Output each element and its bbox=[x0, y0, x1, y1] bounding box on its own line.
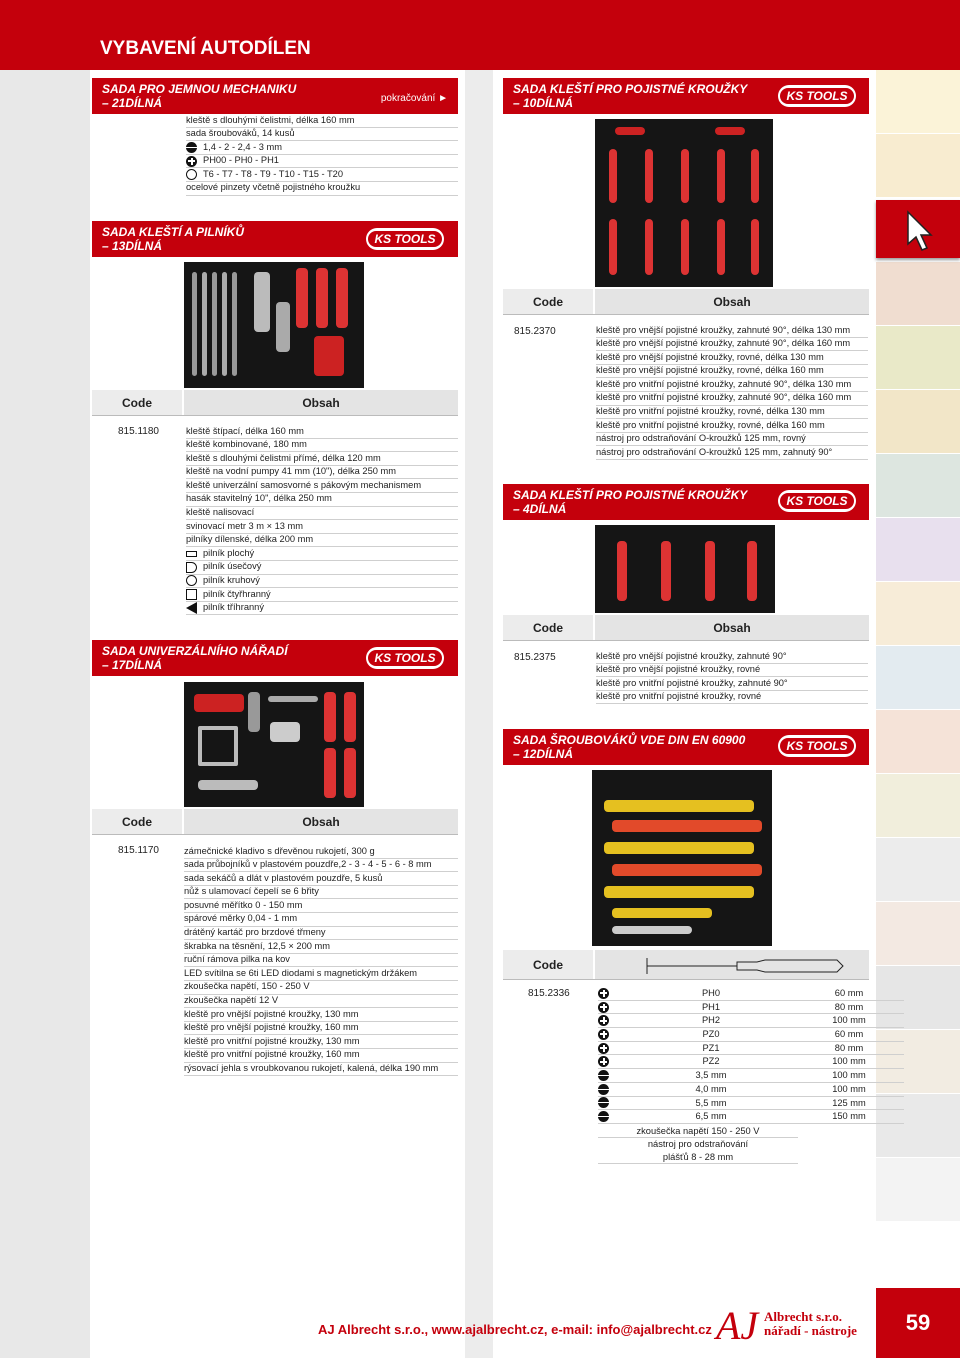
ks-tools-logo: KS TOOLS bbox=[778, 85, 856, 107]
ph-icon bbox=[598, 988, 609, 999]
product-code-12: 815.2336 bbox=[528, 988, 570, 999]
list-item-text: sada šroubováků, 14 kusů bbox=[186, 128, 295, 139]
company-name: Albrecht s.r.o. nářadí - nástroje bbox=[764, 1309, 857, 1338]
list-item bbox=[184, 899, 458, 913]
list-item-text: kleště s dlouhými čelistmi, délka 160 mm bbox=[186, 114, 355, 125]
circ-icon bbox=[186, 575, 197, 586]
section-title: SADA KLEŠTÍ PRO POJISTNÉ KROUŽKY bbox=[513, 82, 748, 96]
size-cell: 5,5 mm bbox=[695, 1097, 727, 1108]
list-item-text: pilník kruhový bbox=[203, 575, 260, 586]
section-title: SADA KLEŠTÍ A PILNÍKŮ bbox=[102, 225, 245, 239]
list-item-text: kleště pro vnitřní pojistné kroužky, zahnuté 90°, délka 130 mm bbox=[596, 378, 852, 389]
s21-contents bbox=[186, 114, 458, 196]
list-item-text: ruční rámova pilka na kov bbox=[184, 954, 290, 965]
list-item-text: spárové měrky 0,04 - 1 mm bbox=[184, 913, 298, 924]
list-item bbox=[596, 338, 868, 352]
length-cell: 100 mm bbox=[832, 1083, 866, 1094]
length-cell: 80 mm bbox=[834, 1001, 864, 1012]
ks-tools-logo: KS TOOLS bbox=[366, 228, 444, 250]
flat-icon bbox=[598, 1097, 609, 1108]
screwdriver-dimension-icon bbox=[617, 952, 847, 978]
stripper-item-line2: plášťů 8 - 28 mm bbox=[598, 1151, 798, 1164]
list-item-text: ocelové pinzety včetně pojistného kroužku bbox=[186, 182, 361, 193]
list-item bbox=[186, 452, 458, 466]
list-item bbox=[186, 466, 458, 480]
length-cell: 80 mm bbox=[834, 1042, 864, 1053]
list-item bbox=[596, 691, 868, 705]
list-item-text: nástroj pro odstraňování O-kroužků 125 mm, zahnutý 90° bbox=[596, 446, 833, 457]
list-item bbox=[596, 650, 868, 664]
footer-contact: AJ Albrecht s.r.o., www.ajalbrecht.cz, e-mail: info@ajalbrecht.cz bbox=[318, 1322, 712, 1337]
table-row bbox=[598, 1083, 904, 1097]
section-title: SADA UNIVERZÁLNÍHO NÁŘADÍ bbox=[102, 644, 288, 658]
list-item-text: zámečnické kladivo s dřevěnou rukojetí, 300 g bbox=[184, 845, 375, 856]
left-margin-strip bbox=[0, 70, 90, 1358]
list-item bbox=[596, 351, 868, 365]
list-item bbox=[184, 981, 458, 995]
flat-icon bbox=[598, 1070, 609, 1081]
table-row bbox=[598, 1014, 904, 1028]
list-item bbox=[596, 433, 868, 447]
list-item-text: sada sekáčů a dlát v plastovém pouzdře, 5 kusů bbox=[184, 872, 383, 883]
list-item bbox=[186, 182, 458, 196]
length-cell: 100 mm bbox=[832, 1015, 866, 1026]
size-cell: PH0 bbox=[701, 988, 721, 998]
list-item-text: kleště pro vnitřní pojistné kroužky, rovné bbox=[596, 691, 762, 702]
list-item-text: kleště pro vnitřní pojistné kroužky, 160 mm bbox=[184, 1049, 360, 1060]
ph-icon bbox=[598, 1043, 609, 1054]
s10-contents bbox=[596, 324, 868, 460]
table-header-13: Code Obsah bbox=[92, 390, 458, 416]
length-cell: 150 mm bbox=[832, 1111, 866, 1122]
ks-tools-logo: KS TOOLS bbox=[778, 735, 856, 757]
list-item-text: kleště pro vnitřní pojistné kroužky, rovné, délka 130 mm bbox=[596, 406, 825, 417]
list-item bbox=[184, 1063, 458, 1077]
list-item-text: kleště pro vnější pojistné kroužky, rovné, délka 130 mm bbox=[596, 351, 824, 362]
center-gutter-strip bbox=[465, 70, 493, 1358]
list-item bbox=[596, 446, 868, 460]
ph-icon bbox=[598, 1029, 609, 1040]
table-header-12: Code bbox=[503, 950, 869, 980]
table-row bbox=[598, 1042, 904, 1056]
voltage-tester-item: zkoušečka napětí 150 - 250 V bbox=[598, 1124, 798, 1138]
list-item-text: kleště štípací, délka 160 mm bbox=[186, 425, 304, 436]
s4-contents bbox=[596, 650, 868, 704]
ph-icon bbox=[598, 1056, 609, 1067]
active-tab[interactable] bbox=[876, 200, 960, 258]
size-cell: 6,5 mm bbox=[695, 1111, 727, 1122]
list-item-text: rýsovací jehla s vroubkovanou rukojetí, kalená, délka 190 mm bbox=[184, 1063, 439, 1073]
table-header-4: Code Obsah bbox=[503, 615, 869, 641]
list-item bbox=[186, 168, 458, 182]
product-code-4: 815.2375 bbox=[514, 652, 556, 663]
table-row bbox=[598, 1055, 904, 1069]
ph-icon bbox=[598, 1015, 609, 1026]
flat-icon bbox=[598, 1111, 609, 1122]
list-item-text: kleště pro vnější pojistné kroužky, 160 mm bbox=[184, 1022, 359, 1033]
half-icon bbox=[186, 562, 197, 573]
list-item bbox=[186, 520, 458, 534]
list-item bbox=[184, 1049, 458, 1063]
page-header bbox=[0, 0, 960, 70]
s12-table bbox=[598, 987, 904, 1124]
table-row bbox=[598, 1001, 904, 1015]
list-item bbox=[184, 872, 458, 886]
list-item-text: zkoušečka napětí, 150 - 250 V bbox=[184, 981, 310, 992]
size-cell: PH2 bbox=[701, 1015, 721, 1026]
list-item bbox=[184, 1022, 458, 1036]
list-item bbox=[596, 677, 868, 691]
section-subtitle: – 13DÍLNÁ bbox=[102, 239, 163, 253]
s17-contents bbox=[184, 845, 458, 1076]
list-item-text: kleště pro vnitřní pojistné kroužky, 130 mm bbox=[184, 1035, 360, 1046]
ks-tools-logo: KS TOOLS bbox=[366, 647, 444, 669]
list-item-text: T6 - T7 - T8 - T9 - T10 - T15 - T20 bbox=[203, 168, 344, 179]
list-item bbox=[184, 859, 458, 873]
list-item bbox=[186, 128, 458, 142]
list-item bbox=[186, 155, 458, 169]
section-subtitle: – 10DÍLNÁ bbox=[513, 96, 574, 110]
product-photo-12 bbox=[592, 770, 772, 946]
section-header-21 bbox=[92, 78, 458, 114]
list-item-text: kleště pro vnější pojistné kroužky, zahnuté 90°, délka 160 mm bbox=[596, 338, 851, 349]
list-item-text: kleště univerzální samosvorné s pákovým mechanismem bbox=[186, 479, 422, 490]
section-subtitle: – 12DÍLNÁ bbox=[513, 747, 574, 761]
list-item bbox=[184, 1035, 458, 1049]
list-item-text: sada průbojníků v plastovém pouzdře,2 - 3 - 4 - 5 - 6 - 8 mm bbox=[184, 859, 432, 870]
list-item bbox=[596, 406, 868, 420]
list-item bbox=[596, 419, 868, 433]
list-item bbox=[184, 967, 458, 981]
product-photo-4 bbox=[595, 525, 775, 613]
section-title: SADA KLEŠTÍ PRO POJISTNÉ KROUŽKY bbox=[513, 488, 748, 502]
ph-icon bbox=[598, 1002, 609, 1013]
flat-icon bbox=[598, 1084, 609, 1095]
list-item bbox=[184, 940, 458, 954]
list-item bbox=[184, 954, 458, 968]
list-item-text: kleště nalisovací bbox=[186, 507, 255, 518]
list-item bbox=[184, 913, 458, 927]
s12-extras bbox=[598, 1124, 798, 1164]
product-photo-13 bbox=[184, 262, 364, 388]
table-row bbox=[598, 1097, 904, 1111]
table-header-10: Code Obsah bbox=[503, 289, 869, 315]
list-item bbox=[596, 378, 868, 392]
list-item-text: škrabka na těsnění, 12,5 × 200 mm bbox=[184, 940, 330, 951]
length-cell: 60 mm bbox=[834, 988, 864, 998]
list-item bbox=[596, 392, 868, 406]
section-title: SADA PRO JEMNOU MECHANIKU bbox=[102, 82, 297, 96]
list-item bbox=[184, 927, 458, 941]
list-item-text: kleště pro vnitřní pojistné kroužky, zahnuté 90°, délka 160 mm bbox=[596, 392, 852, 403]
product-code-10: 815.2370 bbox=[514, 326, 556, 337]
rect-icon bbox=[186, 551, 197, 557]
list-item bbox=[186, 575, 458, 589]
list-item-text: kleště s dlouhými čelistmi přímé, délka 120 mm bbox=[186, 452, 381, 463]
stripper-item-line1: nástroj pro odstraňování bbox=[647, 1139, 749, 1149]
size-cell: PZ0 bbox=[702, 1029, 720, 1040]
list-item bbox=[186, 547, 458, 561]
list-item bbox=[186, 425, 458, 439]
list-item-text: nástroj pro odstraňování O-kroužků 125 mm, rovný bbox=[596, 433, 806, 444]
section-subtitle: – 17DÍLNÁ bbox=[102, 658, 163, 672]
product-code-13: 815.1180 bbox=[118, 426, 159, 437]
table-row bbox=[598, 1069, 904, 1083]
list-item-text: drátěný kartáč pro brzdové třmeny bbox=[184, 927, 326, 938]
page-number: 59 bbox=[876, 1288, 960, 1358]
size-cell: PZ2 bbox=[702, 1056, 720, 1067]
list-item-text: hasák stavitelný 10", délka 250 mm bbox=[186, 493, 332, 504]
table-header-17: Code Obsah bbox=[92, 809, 458, 835]
list-item-text: kleště pro vnější pojistné kroužky, zahnuté 90°, délka 130 mm bbox=[596, 324, 851, 335]
list-item-text: kleště pro vnější pojistné kroužky, rovné, délka 160 mm bbox=[596, 365, 824, 376]
list-item-text: pilník čtyřhranný bbox=[203, 588, 271, 599]
list-item-text: pilníky dílenské, délka 200 mm bbox=[186, 534, 314, 545]
list-item-text: zkoušečka napětí 12 V bbox=[184, 995, 279, 1006]
page-title: VYBAVENÍ AUTODÍLEN bbox=[100, 38, 311, 59]
section-subtitle: – 21DÍLNÁ bbox=[102, 96, 163, 110]
page-footer bbox=[0, 1288, 960, 1358]
list-item bbox=[184, 995, 458, 1009]
table-row bbox=[598, 1110, 904, 1124]
company-logo-mark: AJ bbox=[716, 1303, 759, 1348]
list-item-text: pilník úsečový bbox=[203, 561, 262, 572]
product-photo-17 bbox=[184, 682, 364, 807]
list-item-text: kleště pro vnější pojistné kroužky, rovné bbox=[596, 664, 761, 675]
list-item bbox=[186, 114, 458, 128]
list-item bbox=[184, 1008, 458, 1022]
cursor-arrow-icon bbox=[876, 200, 960, 258]
length-cell: 100 mm bbox=[832, 1070, 866, 1081]
list-item-text: PH00 - PH0 - PH1 bbox=[203, 155, 279, 166]
list-item bbox=[186, 588, 458, 602]
ks-tools-logo: KS TOOLS bbox=[778, 490, 856, 512]
list-item bbox=[596, 324, 868, 338]
flat-icon bbox=[186, 142, 197, 153]
list-item bbox=[184, 845, 458, 859]
list-item-text: kleště pro vnější pojistné kroužky, 130 mm bbox=[184, 1008, 359, 1019]
list-item-text: nůž s ulamovací čepelí se 6 břity bbox=[184, 886, 319, 897]
list-item bbox=[186, 493, 458, 507]
list-item-text: kleště na vodní pumpy 41 mm (10"), délka 250 mm bbox=[186, 466, 396, 477]
tri-icon bbox=[186, 602, 197, 614]
section-subtitle: – 4DÍLNÁ bbox=[513, 502, 567, 516]
list-item-text: pilník plochý bbox=[203, 547, 255, 558]
tx-icon bbox=[186, 169, 197, 180]
list-item bbox=[186, 439, 458, 453]
list-item bbox=[186, 479, 458, 493]
list-item-text: svinovací metr 3 m × 13 mm bbox=[186, 520, 304, 531]
list-item bbox=[186, 534, 458, 548]
list-item bbox=[186, 602, 458, 616]
list-item-text: 1,4 - 2 - 2,4 - 3 mm bbox=[203, 141, 283, 152]
list-item bbox=[186, 507, 458, 521]
list-item bbox=[186, 561, 458, 575]
list-item-text: kleště kombinované, 180 mm bbox=[186, 439, 307, 450]
length-cell: 60 mm bbox=[834, 1029, 864, 1040]
size-cell: 3,5 mm bbox=[695, 1070, 727, 1081]
sq-icon bbox=[186, 589, 197, 600]
list-item-text: LED svítilna se 6ti LED diodami s magnetickým držákem bbox=[184, 967, 418, 978]
product-code-17: 815.1170 bbox=[118, 845, 159, 856]
section-title: SADA ŠROUBOVÁKŮ VDE DIN EN 60900 bbox=[513, 733, 746, 747]
list-item-text: kleště pro vnitřní pojistné kroužky, zahnuté 90° bbox=[596, 677, 788, 688]
list-item-text: pilník tříhranný bbox=[203, 602, 264, 613]
size-cell: PZ1 bbox=[702, 1042, 720, 1053]
list-item bbox=[596, 365, 868, 379]
size-cell: PH1 bbox=[701, 1001, 721, 1012]
list-item-text: kleště pro vnější pojistné kroužky, zahnuté 90° bbox=[596, 650, 787, 661]
s13-contents bbox=[186, 425, 458, 615]
size-cell: 4,0 mm bbox=[695, 1083, 727, 1094]
product-photo-10 bbox=[595, 119, 773, 287]
table-row bbox=[598, 987, 904, 1001]
list-item bbox=[186, 141, 458, 155]
table-row bbox=[598, 1028, 904, 1042]
list-item bbox=[596, 664, 868, 678]
list-item-text: kleště pro vnitřní pojistné kroužky, rovné, délka 160 mm bbox=[596, 419, 825, 430]
list-item bbox=[184, 886, 458, 900]
length-cell: 125 mm bbox=[832, 1097, 866, 1108]
continuation-label: pokračování ► bbox=[380, 93, 448, 104]
ph-icon bbox=[186, 156, 197, 167]
list-item-text: posuvné měřítko 0 - 150 mm bbox=[184, 899, 303, 910]
length-cell: 100 mm bbox=[832, 1056, 866, 1067]
